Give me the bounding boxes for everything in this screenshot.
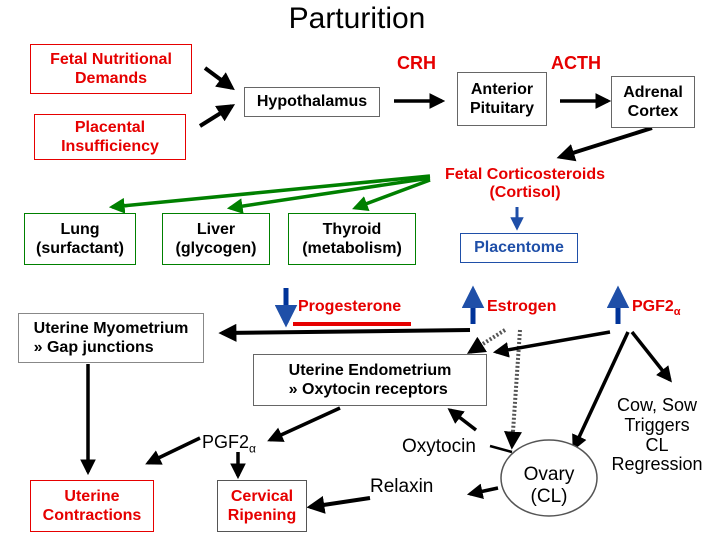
arrow-fetal-to-hypothalamus bbox=[205, 68, 232, 88]
adrenal-cortex-box: Adrenal Cortex bbox=[611, 76, 695, 128]
acth-label: ACTH bbox=[551, 53, 601, 73]
arrow-pgf2a-to-cl-regression bbox=[632, 332, 670, 380]
liver-box: Liver (glycogen) bbox=[162, 213, 270, 265]
progesterone-underline bbox=[293, 322, 411, 326]
uterine-endometrium-box: Uterine Endometrium » Oxytocin receptors bbox=[253, 354, 487, 406]
diagram-title: Parturition bbox=[288, 2, 426, 35]
arrow-oxytocin-to-endometrium bbox=[450, 410, 476, 430]
estrogen-label: Estrogen bbox=[487, 298, 557, 315]
alpha-subscript: α bbox=[673, 306, 681, 319]
arrow-estrogen-to-myometrium bbox=[222, 330, 470, 333]
arrow-ovary-to-oxytocin bbox=[490, 446, 512, 452]
anterior-pituitary-box: Anterior Pituitary bbox=[457, 72, 547, 126]
fetal-nutritional-demands-box: Fetal Nutritional Demands bbox=[30, 44, 192, 94]
pgf2a-mid-label bbox=[202, 432, 256, 456]
arrow-pgf2a-to-endometrium bbox=[496, 332, 610, 352]
arrow-placental-to-hypothalamus bbox=[200, 106, 232, 126]
lung-box: Lung (surfactant) bbox=[24, 213, 136, 265]
ovary-label: Ovary (CL) bbox=[523, 464, 575, 507]
pgf2a-top-text: PGF2 bbox=[632, 298, 674, 315]
crh-label: CRH bbox=[397, 53, 436, 73]
arrow-adrenal-to-corticosteroids bbox=[560, 128, 652, 157]
alpha-subscript-mid: α bbox=[249, 441, 256, 456]
cervical-ripening-box: Cervical Ripening bbox=[217, 480, 307, 532]
arrow-ovary-to-relaxin bbox=[470, 488, 498, 494]
arrow-pgf2a-to-contractions bbox=[148, 438, 200, 463]
placentome-box: Placentome bbox=[460, 233, 578, 263]
arrow-relaxin-to-cervical bbox=[310, 498, 370, 507]
uterine-myometrium-box: Uterine Myometrium » Gap junctions bbox=[18, 313, 204, 363]
fetal-corticosteroids-label: Fetal Corticosteroids (Cortisol) bbox=[444, 166, 606, 202]
arrow-endometrium-to-pgf2a bbox=[270, 408, 340, 440]
uterine-contractions-box: Uterine Contractions bbox=[30, 480, 154, 532]
placental-insufficiency-box: Placental Insufficiency bbox=[34, 114, 186, 160]
progesterone-label: Progesterone bbox=[298, 298, 402, 315]
oxytocin-label: Oxytocin bbox=[402, 436, 476, 457]
pgf2a-mid-text: PGF2 bbox=[202, 432, 250, 452]
relaxin-label: Relaxin bbox=[370, 476, 434, 497]
dotted-estrogen-to-endometrium bbox=[470, 330, 505, 352]
thyroid-box: Thyroid (metabolism) bbox=[288, 213, 416, 265]
pgf2a-top-label bbox=[632, 298, 681, 319]
cow-sow-cl-regression-label: Cow, Sow Triggers CL Regression bbox=[611, 395, 703, 475]
hypothalamus-box: Hypothalamus bbox=[244, 87, 380, 117]
